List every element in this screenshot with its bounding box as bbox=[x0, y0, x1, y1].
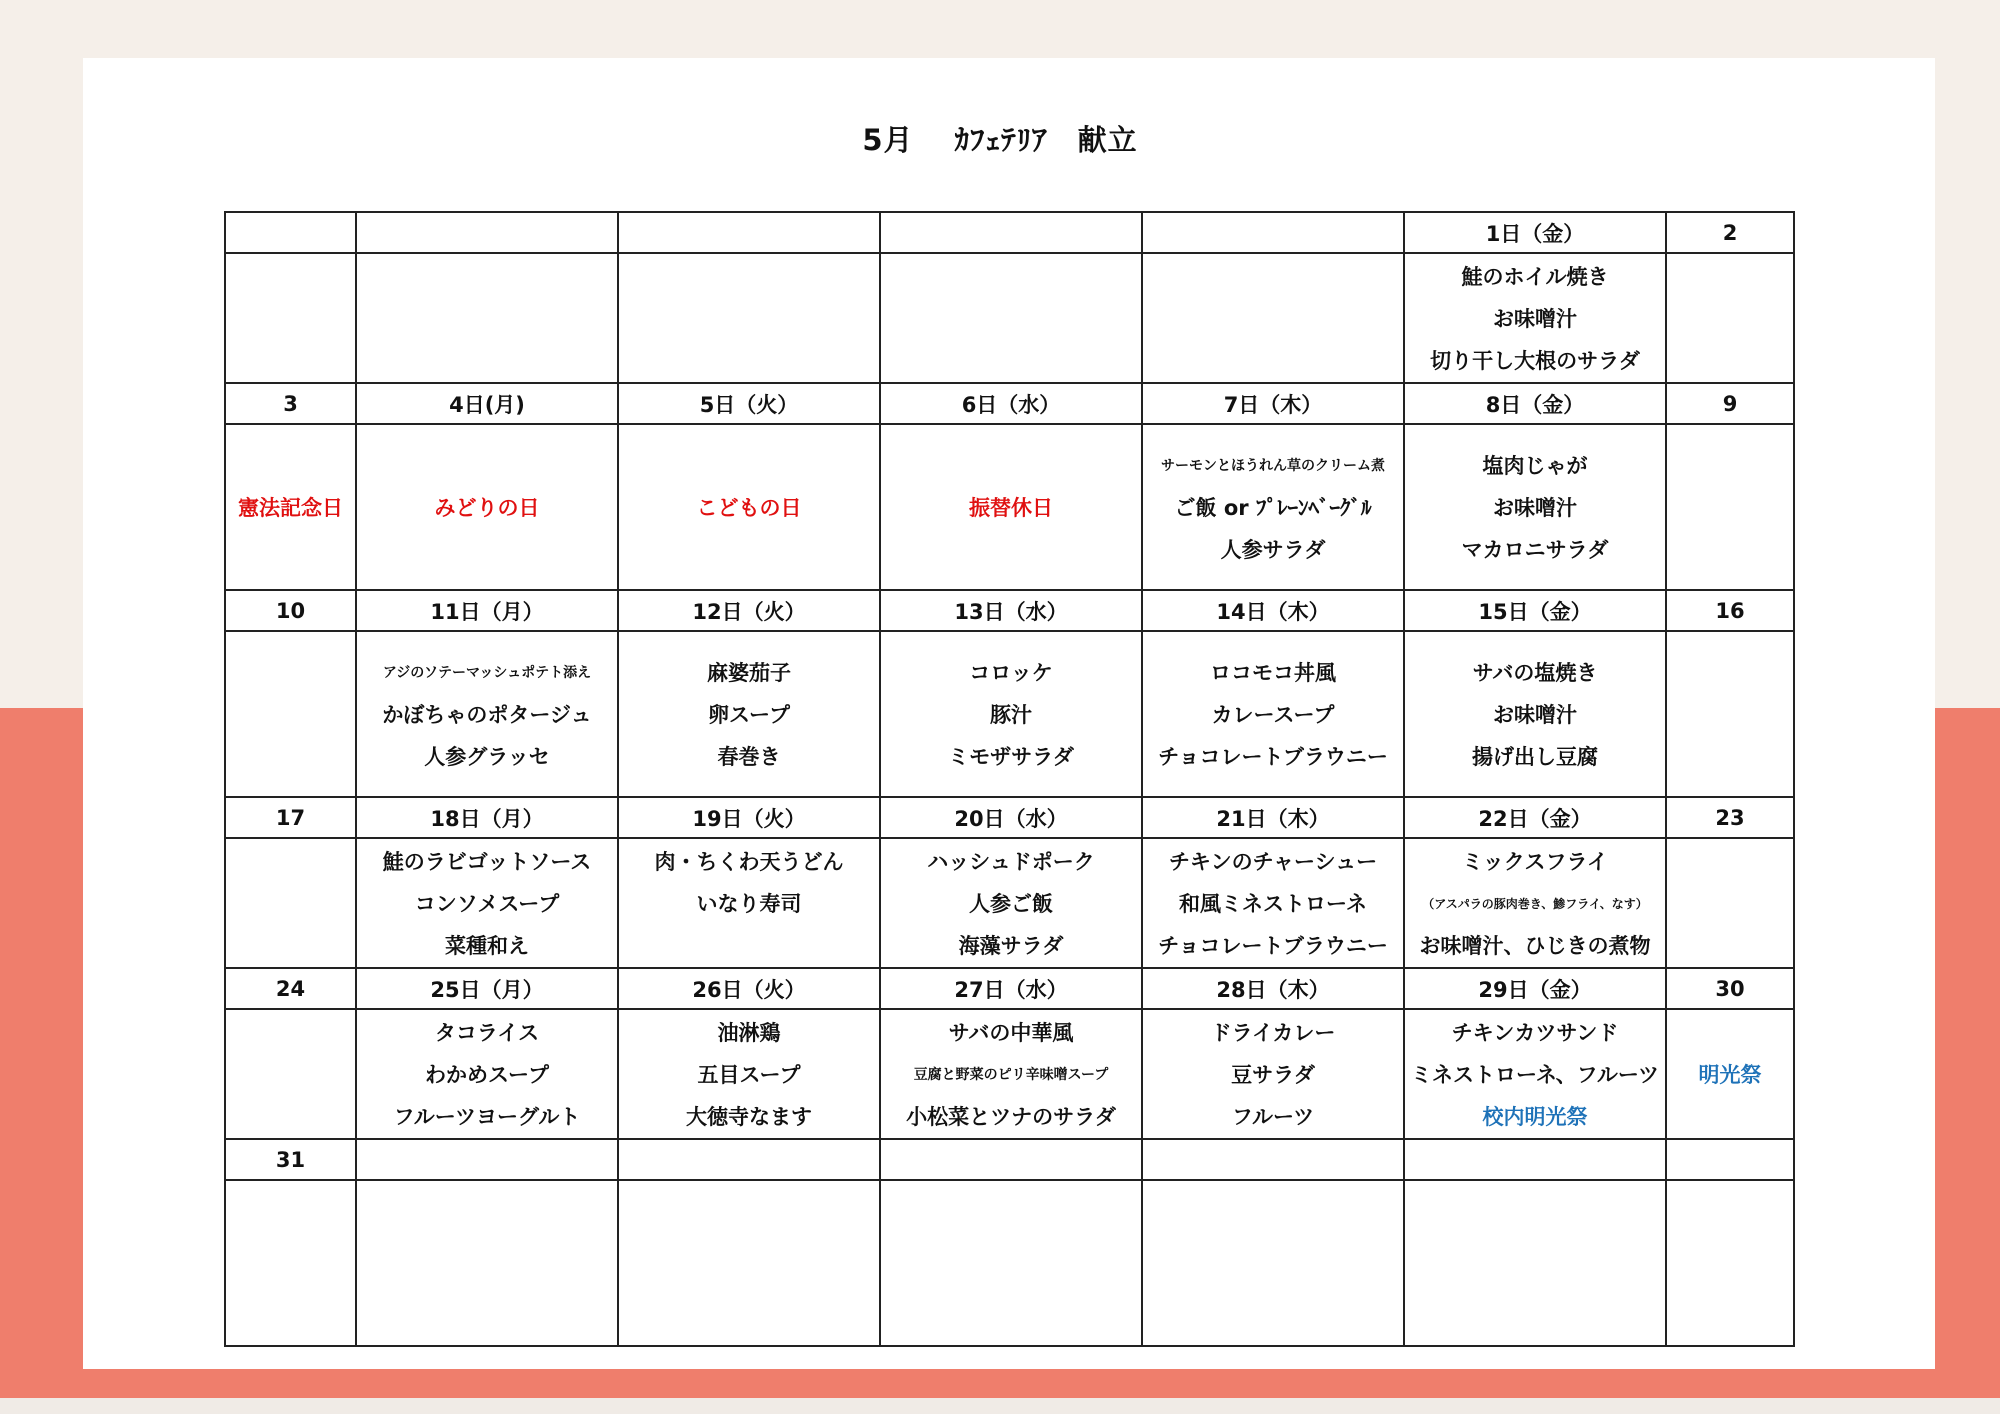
menu-cell bbox=[1404, 631, 1666, 797]
date-cell: 8日（金） bbox=[1404, 383, 1666, 424]
menu-item: 五目スープ bbox=[697, 1063, 801, 1087]
menu-cell bbox=[356, 424, 618, 590]
menu-item: ミモザサラダ bbox=[948, 745, 1074, 769]
menu-cell bbox=[1666, 424, 1794, 590]
menu-cell bbox=[880, 1180, 1142, 1346]
menu-cell bbox=[880, 1009, 1142, 1139]
menu-cell bbox=[618, 1180, 880, 1346]
page-title: 5月 ｶﾌｪﾃﾘｱ 献立 bbox=[862, 123, 1138, 157]
menu-item: 春巻き bbox=[717, 745, 781, 769]
menu-item: サバの塩焼き bbox=[1472, 661, 1598, 685]
date-cell: 20日（水） bbox=[880, 797, 1142, 838]
menu-item: ご飯 or ﾌﾟﾚｰﾝﾍﾞｰｸﾞﾙ bbox=[1174, 496, 1372, 520]
date-cell bbox=[618, 1139, 880, 1180]
date-cell: 3 bbox=[225, 383, 356, 424]
week-menu-row bbox=[225, 838, 1794, 968]
menu-item: ミネストローネ、フルーツ bbox=[1410, 1063, 1659, 1087]
menu-item: カレースープ bbox=[1211, 703, 1335, 727]
menu-item: お味噌汁 bbox=[1493, 307, 1577, 331]
menu-item: タコライス bbox=[434, 1021, 540, 1045]
menu-cell bbox=[880, 253, 1142, 383]
menu-item: 小松菜とツナのサラダ bbox=[906, 1105, 1116, 1129]
date-cell: 9 bbox=[1666, 383, 1794, 424]
menu-item bbox=[619, 925, 879, 967]
menu-cell bbox=[356, 253, 618, 383]
menu-cell bbox=[1666, 253, 1794, 383]
date-cell bbox=[880, 212, 1142, 253]
date-cell: 26日（火） bbox=[618, 968, 880, 1009]
menu-cell bbox=[356, 1180, 618, 1346]
menu-cell bbox=[1404, 424, 1666, 590]
menu-item: チキンカツサンド bbox=[1451, 1021, 1619, 1045]
menu-cell bbox=[1404, 1180, 1666, 1346]
menu-cell bbox=[880, 631, 1142, 797]
menu-item: 卵スープ bbox=[708, 703, 790, 727]
date-cell: 16 bbox=[1666, 590, 1794, 631]
menu-item: （アスパラの豚肉巻き、鯵フライ、なす） bbox=[1422, 897, 1648, 911]
menu-item: フルーツヨーグルト bbox=[393, 1105, 581, 1129]
menu-cell bbox=[1666, 1180, 1794, 1346]
date-cell: 13日（水） bbox=[880, 590, 1142, 631]
menu-item: 切り干し大根のサラダ bbox=[1430, 349, 1640, 373]
date-cell: 27日（水） bbox=[880, 968, 1142, 1009]
menu-cell bbox=[1666, 631, 1794, 797]
week-header-row bbox=[225, 590, 1794, 631]
menu-item: コンソメスープ bbox=[414, 892, 560, 916]
menu-cell bbox=[225, 631, 356, 797]
week-menu-row bbox=[225, 424, 1794, 590]
date-cell bbox=[356, 212, 618, 253]
menu-item: いなり寿司 bbox=[696, 892, 802, 916]
date-cell: 24 bbox=[225, 968, 356, 1009]
menu-cell bbox=[1142, 1009, 1404, 1139]
menu-cell bbox=[356, 838, 618, 968]
menu-item: こどもの日 bbox=[696, 496, 802, 520]
menu-cell bbox=[225, 253, 356, 383]
menu-cell bbox=[1142, 424, 1404, 590]
date-cell: 25日（月） bbox=[356, 968, 618, 1009]
menu-cell bbox=[225, 838, 356, 968]
date-cell: 11日（月） bbox=[356, 590, 618, 631]
menu-cell bbox=[1142, 1180, 1404, 1346]
date-cell: 7日（木） bbox=[1142, 383, 1404, 424]
date-cell: 17 bbox=[225, 797, 356, 838]
menu-cell bbox=[356, 1009, 618, 1139]
menu-item: チョコレートブラウニー bbox=[1158, 745, 1388, 769]
menu-item: アジのソテーマッシュポテト添え bbox=[382, 665, 592, 681]
menu-item: 和風ミネストローネ bbox=[1179, 892, 1367, 916]
menu-item: ミックスフライ bbox=[1462, 850, 1608, 874]
date-cell: 10 bbox=[225, 590, 356, 631]
menu-item: ハッシュドポーク bbox=[927, 850, 1095, 874]
menu-item: 振替休日 bbox=[969, 496, 1053, 520]
menu-item: みどりの日 bbox=[434, 496, 540, 520]
date-cell bbox=[880, 1139, 1142, 1180]
menu-cell bbox=[225, 424, 356, 590]
week-menu-row bbox=[225, 253, 1794, 383]
menu-item: チキンのチャーシュー bbox=[1168, 850, 1378, 874]
menu-item: 人参サラダ bbox=[1220, 538, 1326, 562]
date-cell bbox=[1142, 1139, 1404, 1180]
week-header-row bbox=[225, 797, 1794, 838]
menu-cell bbox=[880, 838, 1142, 968]
menu-item: ロコモコ丼風 bbox=[1210, 661, 1336, 685]
menu-cell bbox=[618, 1009, 880, 1139]
menu-cell bbox=[618, 253, 880, 383]
menu-cell bbox=[1404, 838, 1666, 968]
date-cell: 22日（金） bbox=[1404, 797, 1666, 838]
date-cell: 30 bbox=[1666, 968, 1794, 1009]
menu-cell bbox=[618, 631, 880, 797]
week-header-row bbox=[225, 1139, 1794, 1180]
menu-cell bbox=[356, 631, 618, 797]
menu-item: ドライカレー bbox=[1210, 1021, 1336, 1045]
menu-item: マカロニサラダ bbox=[1461, 538, 1609, 562]
menu-item: サバの中華風 bbox=[948, 1021, 1074, 1045]
menu-cell bbox=[1142, 631, 1404, 797]
date-cell: 4日(月) bbox=[356, 383, 618, 424]
menu-item: 鮭のラビゴットソース bbox=[382, 850, 592, 874]
menu-item: 人参グラッセ bbox=[424, 745, 550, 769]
date-cell: 21日（木） bbox=[1142, 797, 1404, 838]
date-cell: 12日（火） bbox=[618, 590, 880, 631]
menu-item: お味噌汁 bbox=[1493, 496, 1577, 520]
week-menu-row bbox=[225, 631, 1794, 797]
week-menu-row bbox=[225, 1180, 1794, 1346]
date-cell: 28日（木） bbox=[1142, 968, 1404, 1009]
menu-item: かぼちゃのポタージュ bbox=[382, 703, 592, 727]
date-cell: 5日（火） bbox=[618, 383, 880, 424]
date-cell bbox=[618, 212, 880, 253]
menu-calendar-table bbox=[224, 211, 1795, 1347]
menu-item: 豆サラダ bbox=[1231, 1063, 1315, 1087]
date-cell bbox=[1666, 1139, 1794, 1180]
menu-cell bbox=[1142, 838, 1404, 968]
menu-item: 豆腐と野菜のピリ辛味噌スープ bbox=[913, 1067, 1109, 1083]
date-cell: 19日（火） bbox=[618, 797, 880, 838]
menu-cell bbox=[1666, 838, 1794, 968]
week-header-row bbox=[225, 212, 1794, 253]
menu-cell bbox=[1404, 1009, 1666, 1139]
menu-item: 豚汁 bbox=[990, 703, 1032, 727]
menu-item: 人参ご飯 bbox=[969, 892, 1053, 916]
date-cell bbox=[1142, 212, 1404, 253]
date-cell: 2 bbox=[1666, 212, 1794, 253]
menu-item: わかめスープ bbox=[425, 1063, 549, 1087]
date-cell: 29日（金） bbox=[1404, 968, 1666, 1009]
date-cell: 1日（金） bbox=[1404, 212, 1666, 253]
menu-cell bbox=[618, 838, 880, 968]
date-cell: 14日（木） bbox=[1142, 590, 1404, 631]
week-menu-row bbox=[225, 1009, 1794, 1139]
menu-item: 油淋鶏 bbox=[717, 1021, 781, 1045]
date-cell bbox=[1404, 1139, 1666, 1180]
menu-item: 肉・ちくわ天うどん bbox=[654, 850, 844, 874]
menu-cell bbox=[1404, 253, 1666, 383]
menu-item: 海藻サラダ bbox=[958, 934, 1064, 958]
week-header-row bbox=[225, 968, 1794, 1009]
menu-item: お味噌汁、ひじきの煮物 bbox=[1419, 934, 1651, 958]
date-cell: 23 bbox=[1666, 797, 1794, 838]
menu-item: 憲法記念日 bbox=[238, 496, 343, 520]
menu-cell bbox=[880, 424, 1142, 590]
bottom-strip bbox=[0, 1398, 2000, 1414]
date-cell bbox=[356, 1139, 618, 1180]
menu-item: 大徳寺なます bbox=[686, 1105, 812, 1129]
date-cell: 15日（金） bbox=[1404, 590, 1666, 631]
date-cell: 31 bbox=[225, 1139, 356, 1180]
menu-item: フルーツ bbox=[1231, 1105, 1315, 1129]
menu-cell bbox=[1666, 1009, 1794, 1139]
date-cell bbox=[225, 212, 356, 253]
menu-item: 鮭のホイル焼き bbox=[1461, 265, 1609, 289]
menu-item: 明光祭 bbox=[1698, 1063, 1762, 1087]
menu-item: コロッケ bbox=[969, 661, 1053, 685]
date-cell: 18日（月） bbox=[356, 797, 618, 838]
menu-item: 校内明光祭 bbox=[1482, 1105, 1588, 1129]
menu-cell bbox=[225, 1009, 356, 1139]
menu-item: お味噌汁 bbox=[1493, 703, 1577, 727]
date-cell: 6日（水） bbox=[880, 383, 1142, 424]
menu-item: 塩肉じゃが bbox=[1482, 454, 1588, 478]
week-header-row bbox=[225, 383, 1794, 424]
menu-cell bbox=[618, 424, 880, 590]
menu-item: 菜種和え bbox=[445, 934, 529, 958]
menu-item: 麻婆茄子 bbox=[707, 661, 791, 685]
menu-cell bbox=[225, 1180, 356, 1346]
menu-cell bbox=[1142, 253, 1404, 383]
menu-item: チョコレートブラウニー bbox=[1158, 934, 1388, 958]
menu-item: 揚げ出し豆腐 bbox=[1472, 745, 1598, 769]
menu-item: サーモンとほうれん草のクリーム煮 bbox=[1161, 458, 1385, 474]
